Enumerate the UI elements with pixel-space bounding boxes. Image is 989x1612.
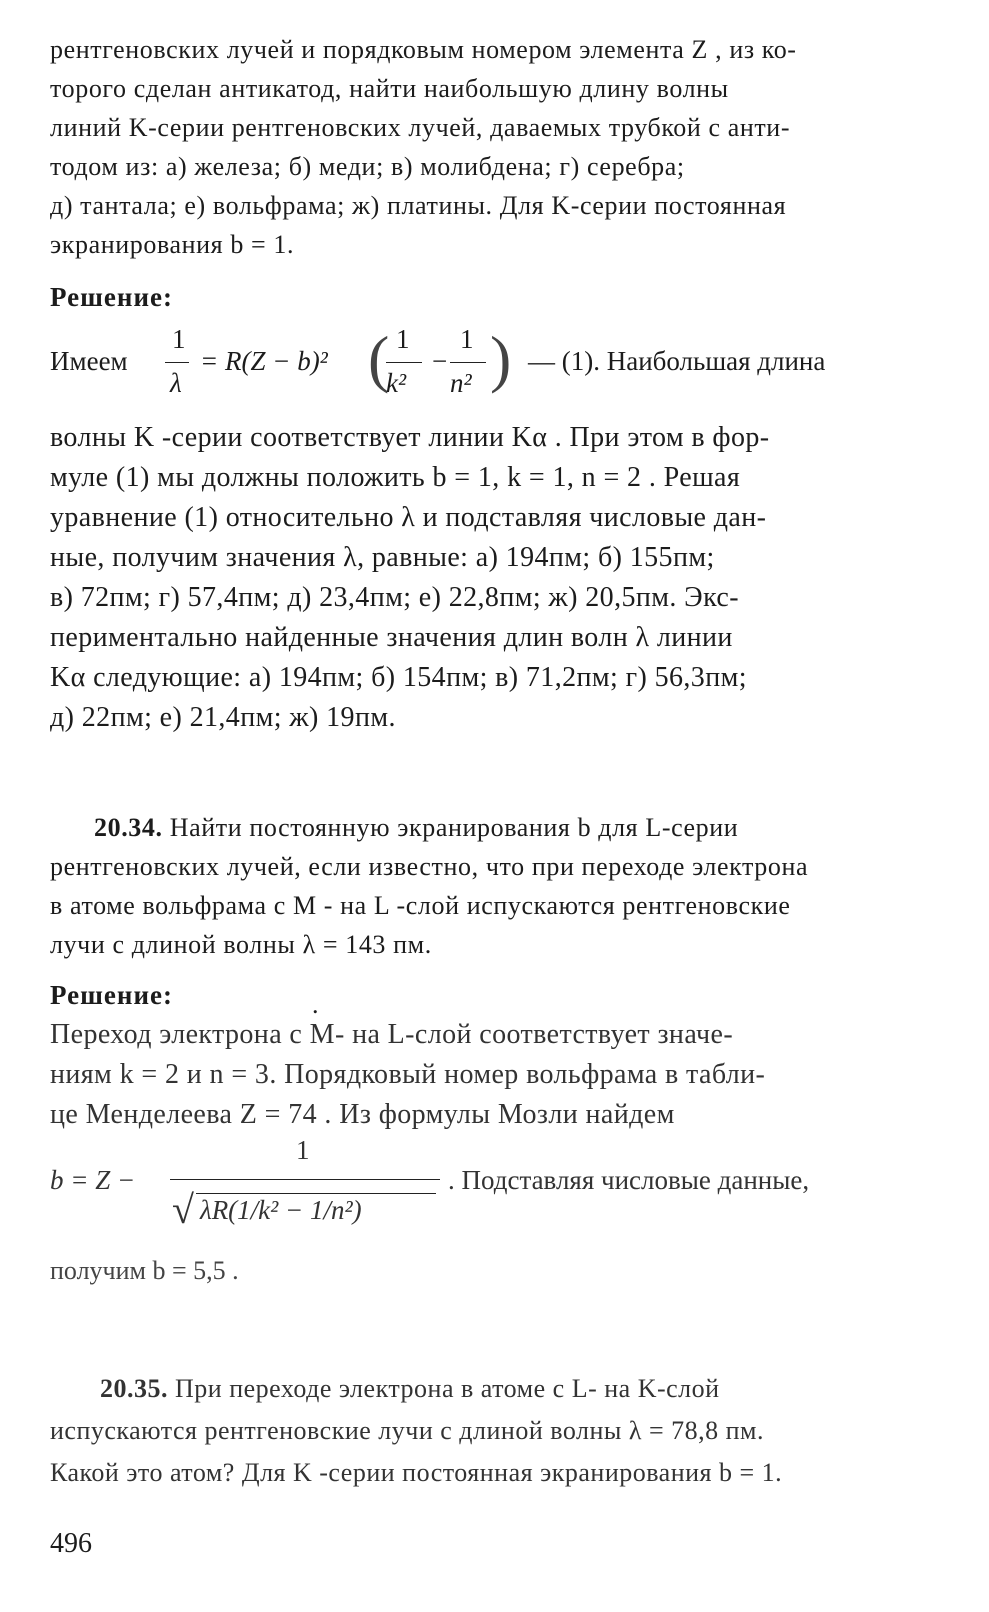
text-line: в атоме вольфрама с M - на L -слой испускаются рентгеновские [50, 891, 791, 920]
text-line: Какой это атом? Для K -серии постоянная экранирования b = 1. [50, 1458, 783, 1487]
fraction-bar [386, 362, 422, 363]
fraction-numerator: 1 [296, 1135, 310, 1165]
fraction-bar [165, 362, 189, 363]
result-line [50, 1252, 930, 1290]
solution-heading: Решение: [50, 282, 173, 312]
fraction-numerator: 1 [172, 324, 186, 354]
problem-text: Найти постоянную экранирования b для L-серии [162, 813, 739, 842]
solution-paragraph [50, 1015, 930, 1135]
page-number: 496 [50, 1528, 92, 1559]
text-line: уравнение (1) относительно λ и подставляя числовые дан- [50, 502, 767, 533]
text-line: д) тантала; е) вольфрама; ж) платины. Для K-серии постоянная [50, 191, 787, 220]
text-line: Kα следующие: а) 194пм; б) 154пм; в) 71,2пм; г) 56,3пм; [50, 662, 747, 693]
text-line: ниям k = 2 и n = 3. Порядковый номер вольфрама в табли- [50, 1059, 766, 1090]
left-paren: ( [368, 323, 390, 394]
moseley-formula [50, 318, 950, 414]
problem-number: 20.35. [100, 1374, 168, 1403]
fraction-denominator: λR(1/k² − 1/n²) [200, 1195, 362, 1225]
text-line: лучи с длиной волны λ = 143 пм. [50, 930, 432, 959]
minus-sign: − [432, 346, 448, 376]
inner-denominator-k: k² [386, 368, 407, 398]
problem-20-35 [50, 1368, 930, 1494]
text-line: рентгеновских лучей, если известно, что при переходе электрона [50, 852, 809, 881]
inner-numerator-1: 1 [396, 324, 410, 354]
text-line: Переход электрона с M- на L-слой соответствует значе- [50, 1019, 734, 1050]
problem-text: При переходе электрона в атоме с L- на K-слой [168, 1374, 720, 1403]
inner-numerator-2: 1 [460, 324, 474, 354]
formula-tail: . Подставляя числовые данные, [448, 1165, 810, 1195]
formula-tail: — (1). Наибольшая длина [528, 346, 826, 376]
text-line: линий K-серии рентгеновских лучей, даваемых трубкой с анти- [50, 113, 791, 142]
right-paren: ) [490, 323, 512, 394]
text-line: периментально найденные значения длин волн λ линии [50, 622, 733, 653]
top-paragraph [50, 30, 930, 264]
problem-number: 20.34. [94, 813, 163, 842]
formula-lhs: b = Z − [50, 1165, 136, 1195]
inner-denominator-n: n² [450, 368, 472, 398]
text-line: в) 72пм; г) 57,4пм; д) 23,4пм; е) 22,8пм; ж) 20,5пм. Экс- [50, 582, 739, 613]
text-line: це Менделеева Z = 74 . Из формулы Мозли найдем [50, 1099, 675, 1130]
sqrt-bar [196, 1193, 436, 1194]
text-line: волны K -серии соответствует линии Kα . При этом в фор- [50, 422, 770, 453]
text-line: экранирования b = 1. [50, 230, 295, 259]
text-line [50, 808, 930, 847]
text-line [50, 1368, 930, 1410]
fraction-bar [450, 362, 486, 363]
screening-formula [50, 1135, 950, 1245]
text-line: ные, получим значения λ, равные: а) 194пм; б) 155пм; [50, 542, 715, 573]
fraction-denominator: λ [170, 368, 182, 398]
text-line: тодом из: а) железа; б) меди; в) молибдена; г) серебра; [50, 152, 685, 181]
text-line: рентгеновских лучей и порядковым номером элемента Z , из ко- [50, 35, 797, 64]
formula-rhs: = R(Z − b)² [200, 346, 328, 376]
solution-heading: Решение: [50, 980, 173, 1010]
formula-lead: Имеем [50, 346, 128, 376]
solution-paragraph [50, 418, 930, 738]
text-line: муле (1) мы должны положить b = 1, k = 1, n = 2 . Решая [50, 462, 741, 493]
text-line: получим b = 5,5 . [50, 1256, 239, 1285]
problem-20-34 [50, 808, 930, 964]
text-line: торого сделан антикатод, найти наибольшую длину волны [50, 74, 729, 103]
stray-dot: . [312, 990, 319, 1019]
fraction-bar [170, 1179, 440, 1180]
text-line: д) 22пм; е) 21,4пм; ж) 19пм. [50, 702, 396, 733]
text-line: испускаются рентгеновские лучи с длиной волны λ = 78,8 пм. [50, 1416, 764, 1445]
sqrt-sign: √ [172, 1187, 194, 1232]
